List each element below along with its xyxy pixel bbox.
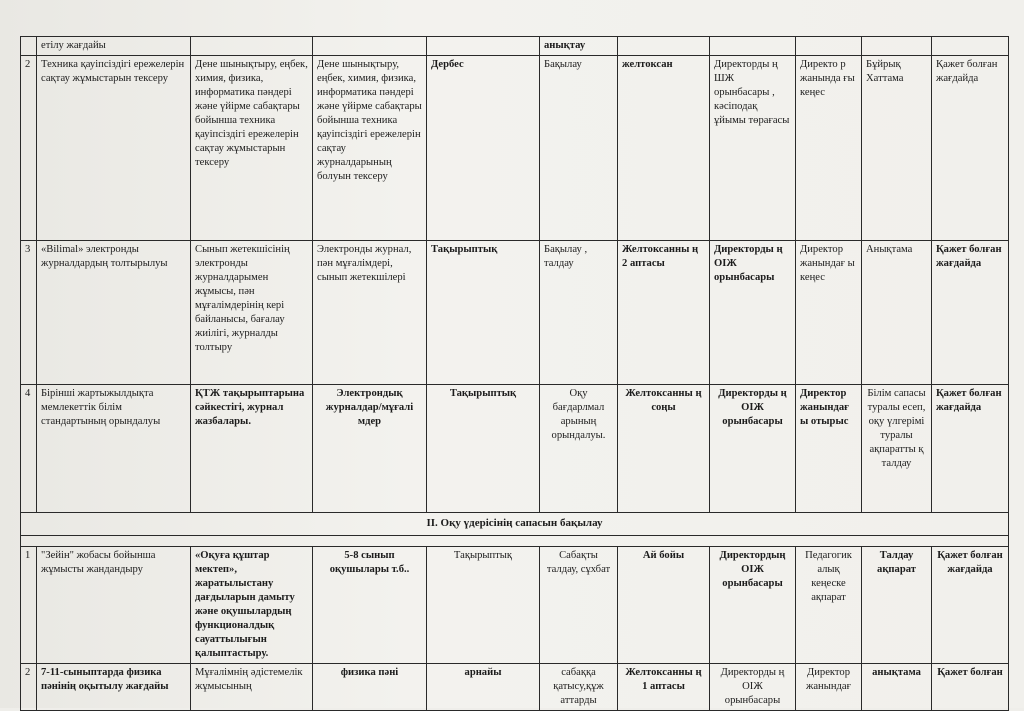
content-cell: Мұғалімнің әдістемелік жұмысының [191,664,313,711]
object-cell: Электронды журнал, пән мұғалімдері, сынып жетекшілері [313,240,427,384]
table-row [21,384,1009,512]
row-number-cell: 2 [21,55,37,240]
object-cell: физика пәні [313,664,427,711]
topic-cell: Техника қауіпсіздігі ережелерін сақтау жұмыстарын тексеру [37,55,191,240]
table-row [21,55,1009,240]
type-cell: Тақырыптық [427,384,540,512]
date-cell [618,37,710,56]
decision-cell: Қажет болған жағдайда [932,55,1009,240]
result-cell: анықтама [862,664,932,711]
responsible-cell: Директорды ң ОІЖ орынбасары [710,384,796,512]
type-cell: арнайы [427,664,540,711]
row-number-cell [21,37,37,56]
object-cell [313,37,427,56]
content-cell: ҚТЖ тақырыптарына сәйкестігі, журнал жазбалары. [191,384,313,512]
responsible-cell: Директордың ОІЖ орынбасары [710,547,796,664]
review-place-cell: Педагогик алық кеңеске ақпарат [796,547,862,664]
object-cell: 5-8 сынып оқушылары т.б.. [313,547,427,664]
content-cell: Сынып жетекшісінің электронды журналдарымен жұмысы, пән мұғалімдерінің кері байланысы, бағалау жиілігі, журналды толтыру [191,240,313,384]
object-cell: Электрондық журналдар/мұғалі мдер [313,384,427,512]
method-cell: Бақылау [540,55,618,240]
topic-cell: 7-11-сыныптарда физика пәнінің оқытылу жағдайы [37,664,191,711]
responsible-cell [710,37,796,56]
method-cell: Бақылау , талдау [540,240,618,384]
decision-cell [932,37,1009,56]
topic-cell: "Зейін" жобасы бойынша жұмысты жандандыру [37,547,191,664]
result-cell: Анықтама [862,240,932,384]
review-place-cell: Директо р жанында ғы кеңес [796,55,862,240]
method-cell: Сабақты талдау, сұхбат [540,547,618,664]
section-heading-row [21,512,1009,536]
review-place-cell: Директор жанындағ ы кеңес [796,240,862,384]
row-number-cell: 4 [21,384,37,512]
date-cell: Желтоксанны ң 1 аптасы [618,664,710,711]
date-cell: Ай бойы [618,547,710,664]
row-number-cell: 1 [21,547,37,664]
date-cell: желтоксан [618,55,710,240]
responsible-cell: Директорды ң ОІЖ орынбасары [710,240,796,384]
control-plan-table [20,36,1009,711]
type-cell: Тақырыптық [427,547,540,664]
decision-cell: Қажет болған жағдайда [932,547,1009,664]
date-cell: Желтоксанны ң 2 аптасы [618,240,710,384]
table-row [21,37,1009,56]
decision-cell: Қажет болған жағдайда [932,240,1009,384]
decision-cell: Қажет болған [932,664,1009,711]
content-cell: «Оқуға құштар мектеп», жаратылыстану дағдыларын дамыту және оқушылардың функционалдық сауаттылығын қалыптастыру. [191,547,313,664]
responsible-cell: Директорды ң ШЖ орынбасары , кәсіподақ ұйымы төрағасы [710,55,796,240]
section-title: ІІ. Оқу үдерісінің сапасын бақылау [21,512,1009,536]
content-cell [191,37,313,56]
table-row [21,664,1009,711]
date-cell: Желтоксанны ң соңы [618,384,710,512]
row-number-cell: 2 [21,664,37,711]
topic-cell: етілу жағдайы [37,37,191,56]
result-cell: Білім сапасы туралы есеп, оқу үлгерімі туралы ақпаратты қ талдау [862,384,932,512]
type-cell: Тақырыптық [427,240,540,384]
result-cell: Бұйрық Хаттама [862,55,932,240]
review-place-cell: Директор жанындағ [796,664,862,711]
table-row [21,547,1009,664]
type-cell: Дербес [427,55,540,240]
topic-cell: «Bilimal» электронды журналдардың толтырылуы [37,240,191,384]
responsible-cell: Директорды ң ОІЖ орынбасары [710,664,796,711]
row-number-cell: 3 [21,240,37,384]
object-cell: Дене шынықтыру, еңбек, химия, физика, информатика пәндері және үйірме сабақтары бойынша техника қауіпсіздігі ережелерін сақтау журналдарының болуын тексеру [313,55,427,240]
table-row [21,240,1009,384]
decision-cell: Қажет болған жағдайда [932,384,1009,512]
method-cell: анықтау [540,37,618,56]
method-cell: Оқу бағдарлмал арының орындалуы. [540,384,618,512]
result-cell: Талдау ақпарат [862,547,932,664]
spacer-cell [21,536,1009,547]
review-place-cell: Директор жанындағ ы отырыс [796,384,862,512]
type-cell [427,37,540,56]
result-cell [862,37,932,56]
spacer-row [21,536,1009,547]
review-place-cell [796,37,862,56]
method-cell: сабаққа қатысу,құж аттарды [540,664,618,711]
topic-cell: Бірінші жартыжылдықта мемлекеттік білім стандартының орындалуы [37,384,191,512]
content-cell: Дене шынықтыру, еңбек, химия, физика, информатика пәндері және үйірме сабақтары бойынша техника қауіпсіздігі ережелерін сақтау жұмыстарын тексеру [191,55,313,240]
